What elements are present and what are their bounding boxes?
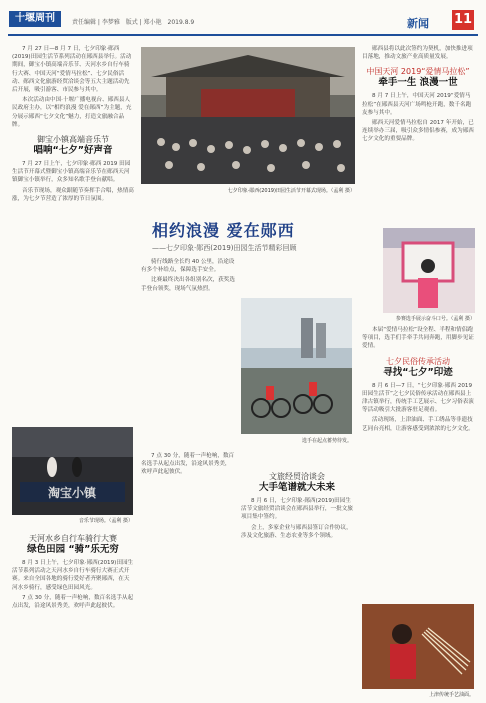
love-marathon-photo <box>383 228 475 313</box>
paragraph: 郧西县将以此次签约为契机，加快推进项目落地，推动文旅产业高质量发展。 <box>362 46 473 61</box>
subheading-kicker: 中国天河 2019“爱情马拉松” <box>366 67 470 77</box>
noodle-craft-caption: 上津传统手艺油面。 <box>428 692 474 698</box>
subheading-kicker: 御宝小镇高端音乐节 <box>37 135 109 145</box>
designer-credit: 版式 | 郑小艳 <box>125 19 162 26</box>
music-festival-caption: 音乐节现场。（孟利 摄） <box>78 518 133 524</box>
paragraph: 8 月 6 日，七夕印象·郧西(2019)田园生活节文旅经贸洽谈会在郧西县举行，一批文旅项目集中签约。 <box>241 498 353 521</box>
subheading-kicker: 文旅经贸洽谈会 <box>269 472 325 481</box>
issue-date: 2019.8.9 <box>167 19 195 26</box>
center-column <box>141 452 235 479</box>
header-rule <box>8 34 478 36</box>
paragraph: 8 月 7 日上午，中国天河 2019“爱情马拉松”在郧西县天河广场鸣枪开跑，数千名跑友参与其中。 <box>362 93 472 116</box>
subheading-kicker: 天河水乡自行车骑行大赛 <box>29 534 117 543</box>
paragraph: 7 月 27 日—8 月 7 日，七夕印象·郧西(2019)田园生活节系列活动在郧西县举行。活动期间，御宝小镇高端音乐节、天河水乡自行车骑行大赛、中国天河“爱情马拉松”、七夕民俗活动、郧西文化旅游经贸洽谈会等五大主题活动先后开展，吸引游客、市民参与其中。 <box>12 46 132 94</box>
paragraph: 比赛最终决出各组别名次，获奖选手登台领奖，现场气氛热烈。 <box>141 277 235 292</box>
bike-race-photo <box>241 298 352 434</box>
masthead-logo: 十堰周刊 <box>9 11 61 27</box>
subheading: 唱响“七夕”好声音 <box>33 145 113 157</box>
left-column <box>12 45 134 205</box>
subheading: 牵手一生 浪漫一世 <box>378 77 458 89</box>
center-lower-column <box>241 452 353 542</box>
opening-ceremony-caption: 七夕印象·郧西(2019)田园生活节开幕式现场。（孟利 摄） <box>227 188 355 194</box>
page-number: 11 <box>452 10 474 30</box>
page-header <box>0 0 486 34</box>
paragraph: 7 月 27 日上午，七夕印象·郧西 2019 田园生活节开幕式暨御宝小镇高端音乐节在郧西天河镇御宝小镇举行，众多知名歌手登台献唱。 <box>12 161 131 184</box>
feature-headline <box>152 218 352 253</box>
paragraph: 8 月 6 日—7 日，“七夕印象·郧西 2019 田园生活节”之七夕民俗传承活动在郧西县上津古镇举行，传统手工艺展示、七夕习俗表演等活动吸引大批游客驻足观看。 <box>362 382 474 414</box>
subheading-kicker: 七夕民俗传承活动 <box>386 356 450 366</box>
paragraph: 本次活动由中国·十堰广播电视台、郧西县人民政府主办，以“相约浪漫 爱在郧西”为主题，充分展示郧西“七夕文化”魅力，打造文旅融合品牌。 <box>12 97 132 128</box>
subheading: 大手笔谱就大未来 <box>258 482 335 493</box>
svg-text:淘宝小镇: 淘宝小镇 <box>47 486 97 500</box>
opening-ceremony-photo <box>141 47 355 184</box>
paragraph: 郧西天河爱情马拉松自 2017 年开始，已连续举办三届，吸引众多情侣参赛，成为郧西七夕文化的重要品牌。 <box>362 120 474 143</box>
feature-title: 相约浪漫 爱在郧西 <box>152 221 295 240</box>
center-left-column <box>141 258 235 295</box>
subheading: 寻找“七夕”印迹 <box>383 366 453 378</box>
section-name: 新闻 <box>407 17 429 30</box>
love-marathon-caption: 参赛选手展示奋斗口号。（孟利 摄） <box>395 316 475 322</box>
subheading: 绿色田园 “骑”乐无穷 <box>27 544 119 555</box>
paragraph: 本届“爱情马拉松”设全程、半程和情侣跑等项目，选手们手牵手共同奔跑，用脚步见证爱情。 <box>362 327 474 350</box>
paragraph: 7 点 30 分，随着一声枪响，数百名选手从起点出发，沿途风景秀美，欢呼声此起彼伏。 <box>12 594 134 610</box>
music-festival-photo <box>12 427 133 515</box>
right-lower-column <box>362 326 474 435</box>
paragraph: 7 点 30 分，随着一声枪响，数百名选手从起点出发，沿途风景秀美，欢呼声此起彼伏。 <box>141 453 235 476</box>
editor-credit: 责任编辑 | 李梦雅 <box>72 19 120 26</box>
paragraph: 骑行线路全长约 40 公里，沿途设有多个补给点，保障选手安全。 <box>141 259 235 274</box>
right-column <box>362 45 474 146</box>
bike-race-caption: 选手在起点蓄势待发。 <box>301 438 352 444</box>
paragraph: 活动现场，上津油面、手工绣品等非遗技艺同台亮相，让游客感受到浓浓的七夕文化。 <box>362 417 474 432</box>
paragraph: 音乐节现场，观众跟随节奏挥手合唱，热情高涨，为七夕节营造了浓厚的节日氛围。 <box>12 187 134 202</box>
paragraph: 8 月 3 日上午，七夕印象·郧西(2019)田园生活节系列活动之天河水乡自行车骑行大赛正式开赛。来自全国各地的骑行爱好者齐聚郧西，在天河水乡骑行，感受绿色田园风光。 <box>12 560 134 591</box>
noodle-craft-photo <box>362 604 474 689</box>
feature-subtitle: ——七夕印象·郧西(2019)田园生活节精彩回顾 <box>152 244 297 252</box>
paragraph: 会上，多家企业与郧西县签订合作协议，涉及文化旅游、生态农业等多个领域。 <box>241 524 352 539</box>
left-bottom-column <box>12 530 134 612</box>
header-meta <box>72 17 198 26</box>
